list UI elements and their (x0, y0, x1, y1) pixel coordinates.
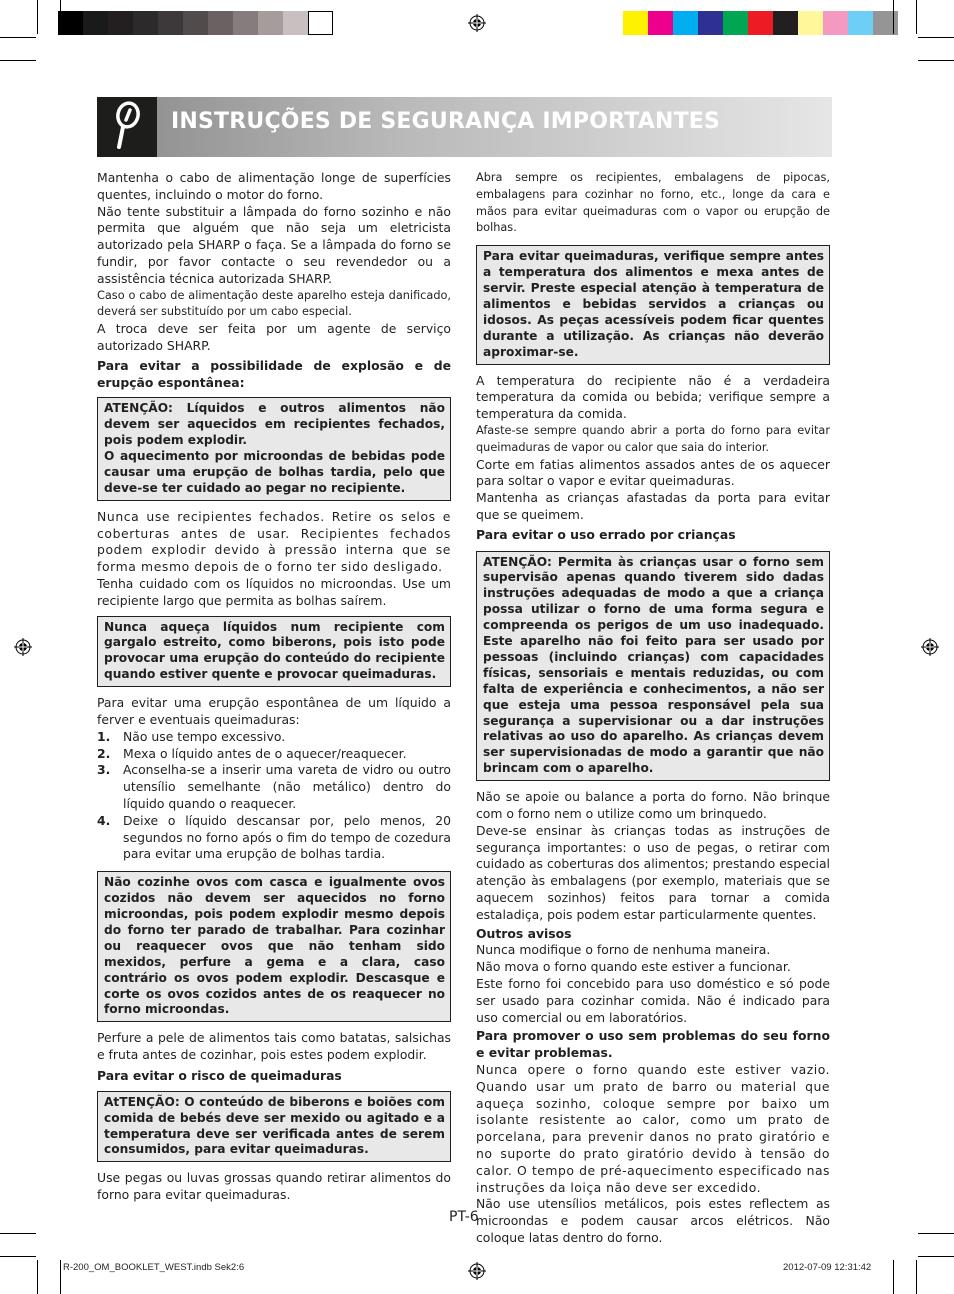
left-column (97, 170, 451, 1204)
subheading: Para evitar o risco de queimaduras (97, 1067, 342, 1083)
list-number: 3. (97, 762, 111, 778)
gray-swatch (258, 11, 283, 35)
crop-mark (37, 1260, 38, 1294)
paragraph: Abra sempre os recipientes, embalagens de pipocas, embalagens para cozinhar no forno, etc., longe da cara e mãos para evitar queimaduras com o vapor ou erupção de bolhas. (476, 171, 830, 235)
process-swatch (623, 11, 648, 35)
process-swatch (673, 11, 698, 35)
crop-mark (893, 0, 894, 34)
crop-mark (0, 37, 36, 38)
warning-box (476, 245, 830, 364)
paragraph: Caso o cabo de alimentação deste aparelho esteja danificado, deverá ser substituído por um cabo especial. (97, 288, 451, 319)
crop-mark (0, 1256, 36, 1257)
crop-mark (893, 1260, 894, 1294)
gray-swatch (233, 11, 258, 35)
gray-swatch (133, 11, 158, 35)
warning-box (97, 397, 451, 500)
paragraph: Corte em fatias alimentos assados antes de os aquecer para soltar o vapor e evitar queimaduras. (476, 456, 830, 489)
subheading: Para evitar o uso errado por crianças (476, 526, 736, 542)
crop-mark (918, 37, 954, 38)
gray-swatch (308, 11, 333, 35)
crop-mark (0, 1233, 36, 1234)
numbered-list (97, 729, 451, 863)
registration-mark-icon (14, 638, 32, 656)
crop-mark (918, 1256, 954, 1257)
paragraph: Não use utensílios metálicos, pois estes reflectem as microondas e podem causar arcos elétricos. Não coloque latas dentro do forno. (476, 1196, 830, 1245)
warning-text: ATENÇÃO: Líquidos e outros alimentos não devem ser aquecidos em recipientes fechados, pois podem explodir. (104, 401, 445, 448)
warning-box (97, 1091, 451, 1163)
list-text: Deixe o líquido descansar por, pelo menos, 20 segundos no forno após o fim do tempo de cozedura para evitar uma erupção de bolhas tardia. (123, 812, 451, 862)
paragraph: Nunca modifique o forno de nenhuma maneira. (476, 942, 771, 958)
footer-timestamp: 2012-07-09 12:31:42 (783, 1262, 872, 1273)
paragraph: A temperatura do recipiente não é a verdadeira temperatura da comida ou bebida; verifique sempre a temperatura da comida. (476, 372, 830, 422)
paragraph: Não tente substituir a lâmpada do forno sozinho e não permita que alguém que não seja um eletricista autorizado pela SHARP o faça. Se a lâmpada do forno se fundir, por favor contacte o seu revendedor ou a assistência técnica autorizada SHARP. (97, 203, 451, 286)
crop-mark (916, 1260, 917, 1294)
gray-swatch (183, 11, 208, 35)
process-swatch (698, 11, 723, 35)
paragraph: Não se apoie ou balance a porta do forno. Não brinque com o forno nem o utilize como um brinquedo. (476, 789, 830, 821)
paragraph: Não mova o forno quando este estiver a funcionar. (476, 959, 791, 975)
gray-swatch (208, 11, 233, 35)
gray-swatch (108, 11, 133, 35)
warning-text: AtTENÇÃO: O conteúdo de biberons e boiões com comida de bebés deve ser mexido ou agitado e a temperatura deve ser verificada antes de serem consumidos, para evitar queimaduras. (104, 1094, 445, 1157)
paragraph: Mantenha as crianças afastadas da porta para evitar que se queimem. (476, 490, 830, 522)
list-number: 4. (97, 812, 111, 828)
gray-swatch (283, 11, 308, 35)
list-text: Aconselha-se a inserir uma vareta de vidro ou outro utensílio semelhante (não metálico) dentro do líquido quando o reaquecer. (123, 762, 451, 811)
crop-mark (60, 0, 61, 34)
exclamation-icon (97, 97, 157, 157)
warning-text: Para evitar queimaduras, verifique sempre antes a temperatura dos alimentos e mexa antes de servir. Preste especial atenção à temperatura de alimentos e bebidas servidos a crianças ou idosos. As peças acessíveis podem ficar quentes durante a utilização. As crianças não deverão aproximar-se. (483, 249, 824, 359)
page-number: PT-6 (449, 1209, 479, 1225)
subheading: Para evitar a possibilidade de explosão e de erupção espontânea: (97, 357, 451, 390)
subheading: Outros avisos (476, 925, 572, 941)
gray-swatch (83, 11, 108, 35)
crop-mark (0, 60, 36, 61)
list-item (97, 746, 451, 763)
footer-file-info: R-200_OM_BOOKLET_WEST.indb Sek2:6 (63, 1262, 245, 1273)
warning-text: O aquecimento por microondas de bebidas pode causar uma erupção de bolhas tardia, pelo que deve-se ter cuidado ao pegar no recipiente. (104, 449, 445, 495)
crop-mark (37, 0, 38, 34)
gray-colorbar (58, 11, 333, 35)
paragraph: Afaste-se sempre quando abrir a porta do forno para evitar queimaduras de vapor ou calor que saia do interior. (476, 423, 830, 454)
page-title: INSTRUÇÕES DE SEGURANÇA IMPORTANTES (171, 109, 721, 134)
crop-mark (918, 1233, 954, 1234)
warning-box (97, 871, 451, 1022)
list-text: Não use tempo excessivo. (123, 728, 286, 744)
paragraph: Este forno foi concebido para uso doméstico e só pode ser usado para cozinhar comida. Não é indicado para uso comercial ou em laboratórios. (476, 975, 830, 1025)
process-swatch (873, 11, 898, 35)
subheading: Para promover o uso sem problemas do seu forno e evitar problemas. (476, 1028, 830, 1061)
process-swatch (648, 11, 673, 35)
list-text: Mexa o líquido antes de o aquecer/reaquecer. (123, 745, 407, 761)
warning-text: ATENÇÃO: Permita às crianças usar o forno sem supervisão apenas quando tiverem sido dadas instruções adequadas de modo a que a criança possa utilizar o forno de uma forma segura e compreenda os perigos de um uso inadequado. Este aparelho não foi feito para ser usado por pessoas (incluindo crianças) com capacidades físicas, sensoriais e mentais reduzidas, ou com falta de experiência e conhecimentos, a não ser que esteja uma pessoa responsável pela sua segurança a supervisionar ou a dar instruções relativas ao uso do aparelho. As crianças devem ser supervisionadas de modo a garantir que não brincam com o aparelho. (483, 554, 824, 776)
warning-box (97, 616, 451, 688)
process-swatch (848, 11, 873, 35)
paragraph: A troca deve ser feita por um agente de serviço autorizado SHARP. (97, 321, 451, 353)
process-colorbar (623, 11, 898, 35)
process-swatch (798, 11, 823, 35)
gray-swatch (58, 11, 83, 35)
list-item (97, 813, 451, 863)
process-swatch (823, 11, 848, 35)
paragraph: Mantenha o cabo de alimentação longe de superfícies quentes, incluindo o motor do forno. (97, 170, 451, 202)
paragraph: Use pegas ou luvas grossas quando retirar alimentos do forno para evitar queimaduras. (97, 1170, 451, 1203)
list-item (97, 729, 451, 746)
crop-mark (60, 1260, 61, 1294)
gray-swatch (158, 11, 183, 35)
paragraph: Tenha cuidado com os líquidos no microondas. Use um recipiente largo que permita as bolhas saírem. (97, 575, 451, 608)
paragraph: Deve-se ensinar às crianças todas as instruções de segurança importantes: o uso de pegas, o retirar com cuidado as coberturas dos alimentos; prestando especial atenção às embalagens (por exemplo, materiais que se aquecem sozinhos) feitos para tornar a comida estaladiça, pois podem estar particularmente quentes. (476, 822, 830, 922)
warning-box (476, 551, 830, 782)
process-swatch (748, 11, 773, 35)
list-item (97, 762, 451, 812)
registration-mark-icon (468, 1262, 486, 1280)
registration-mark-icon (921, 638, 939, 656)
right-column (476, 170, 830, 1247)
list-number: 2. (97, 745, 111, 761)
crop-mark (918, 60, 954, 61)
list-number: 1. (97, 728, 111, 744)
process-swatch (723, 11, 748, 35)
paragraph: Nunca use recipientes fechados. Retire os selos e coberturas antes de usar. Recipientes fechados podem explodir devido à pressão interna que se forma mesmo depois de o forno ter sido desligado. (97, 508, 451, 575)
paragraph: Nunca opere o forno quando este estiver vazio. Quando usar um prato de barro ou material que aqueça sozinho, coloque sempre por baixo um isolante resistente ao calor, como um prato de porcelana, para prevenir danos no prato giratório e no suporte do prato giratório devido à tensão do calor. O tempo de pré-aquecimento especificado nas instruções da loiça não deve ser excedido. (476, 1061, 830, 1195)
paragraph: Para evitar uma erupção espontânea de um líquido a ferver e eventuais queimaduras: (97, 695, 451, 727)
warning-text: Nunca aqueça líquidos num recipiente com gargalo estreito, como biberons, pois isto pode provocar uma erupção do conteúdo do recipiente quando estiver quente e provocar queimaduras. (104, 619, 445, 682)
warning-text: Não cozinhe ovos com casca e igualmente ovos cozidos não devem ser aquecidos no forno microondas, pois podem explodir mesmo depois do forno ter parado de trabalhar. Para cozinhar ou reaquecer ovos que não tenham sido mexidos, perfure a gema e a clara, caso contrário os ovos podem explodir. Descasque e corte os ovos cozidos antes de os reaquecer no forno microondas. (104, 875, 445, 1017)
process-swatch (773, 11, 798, 35)
paragraph: Perfure a pele de alimentos tais como batatas, salsichas e fruta antes de cozinhar, pois estes podem explodir. (97, 1030, 451, 1063)
crop-mark (916, 0, 917, 34)
registration-mark-icon (468, 14, 486, 32)
section-header-banner (97, 97, 832, 157)
